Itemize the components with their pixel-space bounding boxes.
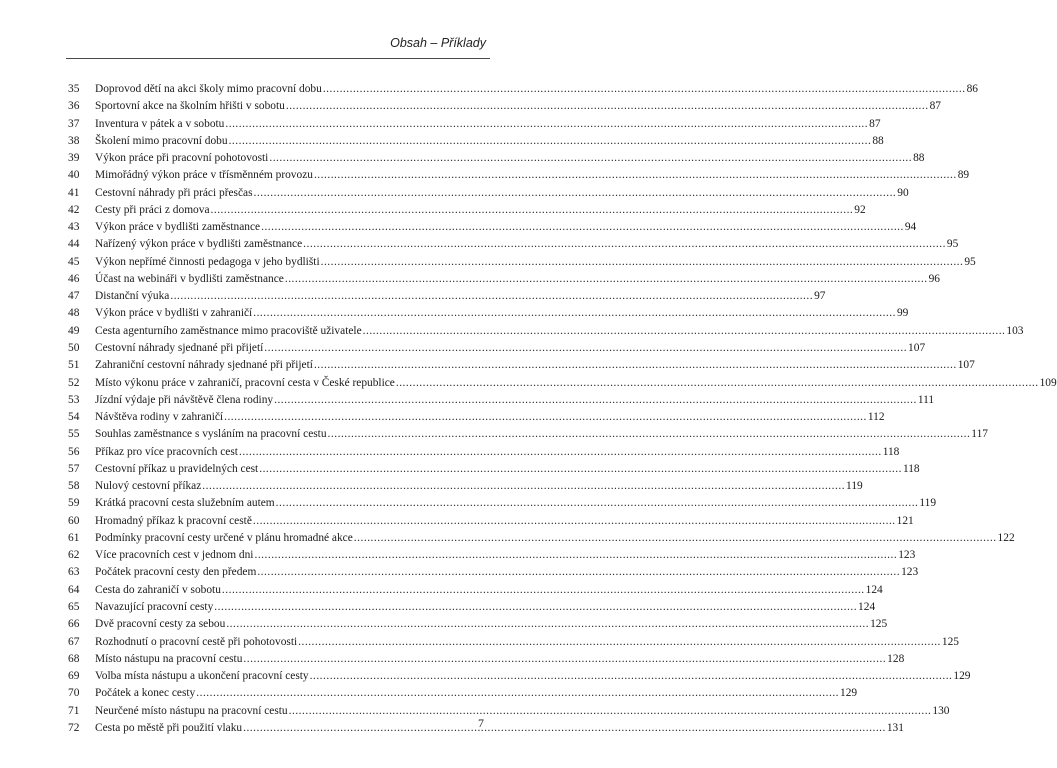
toc-entry-number: 39 bbox=[68, 152, 80, 165]
toc-entry-title: Školení mimo pracovní dobu bbox=[95, 134, 228, 147]
toc-entry-page: 123 bbox=[898, 549, 916, 562]
toc-entry-number: 49 bbox=[68, 324, 80, 337]
toc-entry-number: 38 bbox=[68, 134, 80, 147]
toc-entry-number: 46 bbox=[68, 272, 80, 285]
toc-entry[interactable] bbox=[66, 375, 1057, 392]
toc-entry-page: 103 bbox=[1006, 324, 1024, 337]
toc-entry-number: 72 bbox=[68, 721, 80, 734]
toc-entry[interactable] bbox=[66, 340, 926, 357]
toc-entry-page: 111 bbox=[917, 393, 935, 406]
toc-entry-number: 58 bbox=[68, 480, 80, 493]
toc-entry-page: 121 bbox=[896, 514, 914, 527]
toc-entry-number: 40 bbox=[68, 169, 80, 182]
toc-entry[interactable] bbox=[66, 236, 959, 253]
toc-dot-leader bbox=[170, 288, 813, 305]
toc-entry-number: 56 bbox=[68, 445, 80, 458]
toc-entry-title: Nařízený výkon práce v bydlišti zaměstnance bbox=[95, 238, 303, 251]
toc-entry-page: 119 bbox=[919, 497, 937, 510]
toc-entry-number: 61 bbox=[68, 531, 80, 544]
toc-entry[interactable] bbox=[66, 409, 885, 426]
toc-entry-title: Distanční výuka bbox=[95, 290, 170, 303]
toc-entry-page: 96 bbox=[928, 272, 940, 285]
toc-entry-title: Rozhodnutí o pracovní cestě při pohotovosti bbox=[95, 635, 298, 648]
toc-entry-title: Inventura v pátek a v sobotu bbox=[95, 117, 225, 130]
toc-entry[interactable] bbox=[66, 582, 883, 599]
toc-entry-number: 41 bbox=[68, 186, 80, 199]
toc-entry-title: Počátek pracovní cesty den předem bbox=[95, 566, 257, 579]
toc-dot-leader bbox=[396, 375, 1039, 392]
toc-entry-title: Výkon práce v bydlišti v zahraničí bbox=[95, 307, 253, 320]
toc-entry[interactable] bbox=[66, 530, 1015, 547]
toc-entry[interactable] bbox=[66, 564, 919, 581]
toc-entry-title: Cestovní náhrady při práci přesčas bbox=[95, 186, 253, 199]
toc-entry-number: 36 bbox=[68, 100, 80, 113]
toc-entry-page: 87 bbox=[929, 100, 941, 113]
toc-entry-title: Cestovní náhrady sjednané při přijetí bbox=[95, 341, 264, 354]
header-title: Obsah – Příklady bbox=[390, 36, 486, 50]
toc-entry[interactable] bbox=[66, 305, 909, 322]
toc-entry[interactable] bbox=[66, 426, 988, 443]
toc-dot-leader bbox=[285, 271, 928, 288]
toc-entry-page: 88 bbox=[913, 152, 925, 165]
toc-entry-title: Zahraniční cestovní náhrady sjednané při přijetí bbox=[95, 359, 313, 372]
toc-entry-page: 107 bbox=[957, 359, 975, 372]
toc-entry-page: 131 bbox=[886, 721, 904, 734]
toc-entry[interactable] bbox=[66, 202, 866, 219]
toc-dot-leader bbox=[196, 685, 839, 702]
toc-dot-leader bbox=[289, 703, 932, 720]
toc-entry-page: 94 bbox=[904, 221, 917, 234]
toc-entry-page: 95 bbox=[964, 255, 976, 268]
toc-entry-number: 57 bbox=[68, 462, 80, 475]
toc-dot-leader bbox=[239, 444, 882, 461]
toc-dot-leader bbox=[274, 392, 917, 409]
toc-entry[interactable] bbox=[66, 685, 858, 702]
toc-entry-number: 51 bbox=[68, 359, 80, 372]
toc-entry[interactable] bbox=[66, 133, 884, 150]
toc-entry[interactable] bbox=[66, 116, 881, 133]
toc-entry-page: 112 bbox=[867, 411, 885, 424]
toc-dot-leader bbox=[253, 513, 896, 530]
toc-entry-number: 50 bbox=[68, 341, 80, 354]
toc-entry-title: Souhlas zaměstnance s vysláním na pracovní cestu bbox=[95, 428, 327, 441]
table-of-contents bbox=[66, 81, 1057, 737]
toc-entry-page: 118 bbox=[882, 445, 900, 458]
toc-entry-page: 99 bbox=[896, 307, 909, 320]
toc-entry-page: 128 bbox=[887, 652, 905, 665]
toc-dot-leader bbox=[222, 582, 865, 599]
toc-dot-leader bbox=[328, 426, 971, 443]
toc-dot-leader bbox=[261, 219, 904, 236]
toc-entry-number: 71 bbox=[68, 704, 80, 717]
toc-entry-number: 35 bbox=[68, 83, 80, 95]
toc-entry-number: 44 bbox=[68, 238, 80, 251]
toc-dot-leader bbox=[321, 254, 964, 271]
toc-entry-page: 123 bbox=[901, 566, 919, 579]
toc-entry-page: 122 bbox=[997, 531, 1015, 544]
toc-entry-number: 69 bbox=[68, 670, 80, 683]
toc-entry[interactable] bbox=[66, 703, 950, 720]
toc-entry-page: 129 bbox=[953, 670, 971, 683]
toc-entry-title: Více pracovních cest v jednom dni bbox=[95, 549, 254, 562]
page-number: 7 bbox=[478, 716, 484, 730]
toc-entry-title: Jízdní výdaje při návštěvě člena rodiny bbox=[95, 393, 274, 406]
toc-entry-page: 124 bbox=[858, 600, 876, 613]
toc-entry-title: Krátká pracovní cesta služebním autem bbox=[95, 497, 275, 510]
toc-entry-title: Podmínky pracovní cesty určené v plánu hromadné akce bbox=[95, 531, 353, 544]
toc-entry-page: 109 bbox=[1039, 376, 1057, 389]
toc-entry-page: 92 bbox=[854, 203, 866, 216]
toc-dot-leader bbox=[253, 305, 896, 322]
toc-entry[interactable] bbox=[66, 323, 1024, 340]
toc-entry[interactable] bbox=[66, 513, 914, 530]
toc-dot-leader bbox=[314, 357, 957, 374]
toc-entry[interactable] bbox=[66, 254, 976, 271]
toc-dot-leader bbox=[254, 185, 897, 202]
toc-entry-number: 45 bbox=[68, 255, 80, 268]
toc-entry-number: 62 bbox=[68, 549, 80, 562]
toc-entry-title: Návštěva rodiny v zahraničí bbox=[95, 411, 224, 424]
toc-entry[interactable] bbox=[66, 495, 937, 512]
toc-dot-leader bbox=[202, 478, 845, 495]
toc-dot-leader bbox=[226, 616, 869, 633]
toc-dot-leader bbox=[254, 547, 897, 564]
toc-entry[interactable] bbox=[66, 547, 916, 564]
toc-entry-page: 125 bbox=[870, 618, 888, 631]
toc-entry-page: 95 bbox=[946, 238, 959, 251]
toc-entry[interactable] bbox=[66, 616, 888, 633]
toc-entry-number: 67 bbox=[68, 635, 80, 648]
running-header bbox=[66, 0, 490, 59]
toc-entry-title: Volba místa nástupu a ukončení pracovní cesty bbox=[95, 670, 309, 683]
toc-entry[interactable] bbox=[66, 444, 900, 461]
toc-entry-number: 68 bbox=[68, 652, 80, 665]
toc-dot-leader bbox=[225, 116, 868, 133]
toc-dot-leader bbox=[354, 530, 997, 547]
toc-dot-leader bbox=[303, 236, 946, 253]
toc-entry-title: Cesta po městě při použití vlaku bbox=[95, 721, 243, 734]
toc-entry-number: 60 bbox=[68, 514, 80, 527]
toc-entry-title: Příkaz pro více pracovních cest bbox=[95, 445, 238, 458]
toc-entry-title: Místo nástupu na pracovní cestu bbox=[95, 652, 243, 665]
toc-entry[interactable] bbox=[66, 478, 863, 495]
toc-entry-title: Doprovod dětí na akci školy mimo pracovní dobu bbox=[95, 83, 322, 95]
toc-entry-number: 54 bbox=[68, 411, 80, 424]
toc-entry-page: 124 bbox=[865, 583, 883, 596]
toc-entry-number: 64 bbox=[68, 583, 80, 596]
toc-dot-leader bbox=[314, 167, 957, 184]
toc-entry-number: 37 bbox=[68, 117, 80, 130]
toc-entry-title: Výkon práce v bydlišti zaměstnance bbox=[95, 221, 261, 234]
toc-entry-title: Hromadný příkaz k pracovní cestě bbox=[95, 514, 252, 527]
toc-dot-leader bbox=[310, 668, 953, 685]
toc-dot-leader bbox=[243, 651, 886, 668]
toc-dot-leader bbox=[214, 599, 857, 616]
toc-entry[interactable] bbox=[66, 461, 920, 478]
toc-entry-number: 48 bbox=[68, 307, 80, 320]
toc-dot-leader bbox=[323, 81, 966, 98]
toc-entry-title: Cesty při práci z domova bbox=[95, 203, 210, 216]
toc-entry-title: Mimořádný výkon práce v třísměnném provozu bbox=[95, 169, 313, 182]
toc-dot-leader bbox=[298, 634, 941, 651]
toc-entry[interactable] bbox=[66, 599, 876, 616]
toc-dot-leader bbox=[264, 340, 907, 357]
toc-entry-number: 70 bbox=[68, 687, 80, 700]
toc-dot-leader bbox=[229, 133, 872, 150]
toc-entry-title: Neurčené místo nástupu na pracovní cestu bbox=[95, 704, 288, 717]
toc-entry-page: 89 bbox=[957, 169, 970, 182]
toc-entry-title: Sportovní akce na školním hřišti v sobotu bbox=[95, 100, 285, 113]
toc-dot-leader bbox=[257, 564, 900, 581]
toc-entry[interactable] bbox=[66, 167, 970, 184]
toc-dot-leader bbox=[259, 461, 902, 478]
toc-entry[interactable] bbox=[66, 185, 909, 202]
toc-entry-page: 90 bbox=[897, 186, 909, 199]
toc-entry-title: Výkon nepřímé činnosti pedagoga v jeho bydlišti bbox=[95, 255, 320, 268]
toc-entry-title: Výkon práce při pracovní pohotovosti bbox=[95, 152, 269, 165]
toc-entry[interactable] bbox=[66, 98, 941, 115]
toc-entry-page: 117 bbox=[971, 428, 988, 441]
toc-entry[interactable] bbox=[66, 720, 904, 737]
toc-entry-title: Dvě pracovní cesty za sebou bbox=[95, 618, 226, 631]
toc-entry-title: Místo výkonu práce v zahraničí, pracovní cesta v České republice bbox=[95, 376, 395, 389]
toc-entry-title: Nulový cestovní příkaz bbox=[95, 480, 202, 493]
toc-entry-title: Počátek a konec cesty bbox=[95, 687, 196, 700]
toc-entry-page: 88 bbox=[872, 134, 884, 147]
toc-entry-page: 129 bbox=[840, 687, 858, 700]
toc-entry-number: 55 bbox=[68, 428, 80, 441]
toc-entry[interactable] bbox=[66, 357, 975, 374]
toc-entry[interactable] bbox=[66, 219, 917, 236]
toc-dot-leader bbox=[363, 323, 1006, 340]
toc-dot-leader bbox=[243, 720, 886, 737]
toc-entry-page: 107 bbox=[908, 341, 926, 354]
toc-entry-title: Cestovní příkaz u pravidelných cest bbox=[95, 462, 259, 475]
toc-entry-number: 42 bbox=[68, 203, 80, 216]
toc-entry-page: 118 bbox=[902, 462, 920, 475]
toc-entry[interactable] bbox=[66, 392, 935, 409]
toc-entry-number: 43 bbox=[68, 221, 80, 234]
toc-entry[interactable] bbox=[66, 634, 959, 651]
toc-entry-number: 65 bbox=[68, 600, 80, 613]
toc-entry-page: 119 bbox=[846, 480, 863, 493]
toc-entry-title: Navazující pracovní cesty bbox=[95, 600, 214, 613]
toc-entry[interactable] bbox=[66, 668, 971, 685]
toc-entry-number: 52 bbox=[68, 376, 80, 389]
toc-entry-page: 86 bbox=[966, 83, 978, 95]
toc-entry[interactable] bbox=[66, 651, 905, 668]
toc-dot-leader bbox=[286, 98, 929, 115]
toc-entry[interactable] bbox=[66, 81, 978, 98]
toc-entry-number: 66 bbox=[68, 618, 80, 631]
toc-entry-number: 53 bbox=[68, 393, 80, 406]
toc-entry-title: Účast na webináři v bydlišti zaměstnance bbox=[95, 272, 284, 285]
toc-entry-page: 125 bbox=[941, 635, 959, 648]
toc-dot-leader bbox=[269, 150, 912, 167]
toc-entry-number: 47 bbox=[68, 290, 80, 303]
toc-entry-number: 63 bbox=[68, 566, 80, 579]
toc-entry-page: 97 bbox=[814, 290, 826, 303]
toc-entry-page: 130 bbox=[932, 704, 950, 717]
toc-entry[interactable] bbox=[66, 271, 940, 288]
toc-entry[interactable] bbox=[66, 288, 826, 305]
toc-entry-title: Cesta do zahraničí v sobotu bbox=[95, 583, 221, 596]
toc-dot-leader bbox=[211, 202, 854, 219]
toc-entry-number: 59 bbox=[68, 497, 80, 510]
toc-entry-title: Cesta agenturního zaměstnance mimo pracoviště uživatele bbox=[95, 324, 362, 337]
toc-entry[interactable] bbox=[66, 150, 925, 167]
toc-dot-leader bbox=[276, 495, 919, 512]
toc-dot-leader bbox=[224, 409, 867, 426]
toc-entry-page: 87 bbox=[869, 117, 881, 130]
